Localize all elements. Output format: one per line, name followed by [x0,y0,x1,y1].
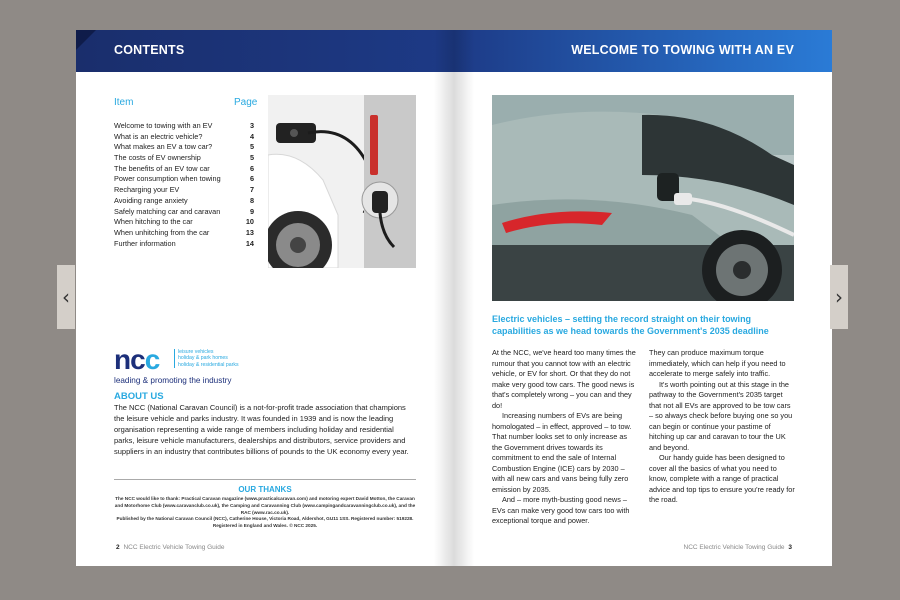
toc-item-label: Safely matching car and caravan [114,206,221,216]
toc-row [114,207,254,218]
toc-row [114,121,254,132]
toc-row [114,174,254,185]
toc-item-label: Avoiding range anxiety [114,195,188,205]
ev-charger-illustration [268,95,416,268]
our-thanks-text [114,496,416,530]
article-paragraph: At the NCC, we've heard too many times the rumour that you cannot tow with an electric vehicle, or EV for short. Or that they do not make very good tow cars. The good news is that's completely wrong – you can and they do! [492,348,636,410]
ncc-tag: holiday & residential parks [178,361,239,368]
ncc-tagline: leading & promoting the industry [114,376,232,385]
toc-page-heading: Page [234,97,258,108]
toc-row [114,153,254,164]
footer-title: NCC Electric Vehicle Towing Guide [123,544,225,551]
toc-item-label: Recharging your EV [114,185,180,195]
chevron-right-icon: › [835,285,843,309]
toc-item-label: The costs of EV ownership [114,153,201,163]
chevron-left-icon: ‹ [62,285,70,309]
ev-car-illustration [492,95,794,301]
ncc-tag: leisure vehicles [178,349,214,355]
table-of-contents [114,121,254,249]
ncc-logo [114,346,294,386]
next-page-button[interactable] [830,265,848,329]
toc-page-number: 5 [249,142,254,152]
toc-page-number: 13 [245,227,254,237]
footer-title: NCC Electric Vehicle Towing Guide [683,544,785,551]
right-page [454,30,832,566]
article-column-2 [649,348,795,506]
page-corner-fold [76,30,96,50]
about-us-text: The NCC (National Caravan Council) is a not-for-profit trade association that champions the leisure vehicle and parks industry. It was founded in 1939 and is now the leading organisation representing a wide range of members including holiday and residential parks, leisure vehicle manufacturers, dealerships and distributors, service providers and suppliers in an industry that contributes billions of pounds to the UK economy every year. [114,403,409,456]
toc-row [114,164,254,175]
toc-page-number: 6 [249,163,254,173]
toc-item-label: When unhitching from the car [114,227,210,237]
article-subheading: Electric vehicles – setting the record straight on their towing capabilities as we head towards the Government's 2035 deadline [492,314,769,336]
toc-item-label: Welcome to towing with an EV [114,121,213,130]
toc-page-number: 6 [249,174,254,184]
article-paragraph: It's worth pointing out at this stage in the pathway to the Government's 2035 target that not all EVs are approved to be tow cars – so always check before buying one so you can begin or continue your pastime of hitching up car and caravan to tour the UK and beyond. [649,379,793,452]
toc-row [114,217,254,228]
left-page-footer [114,544,224,551]
ncc-wordmark [114,346,159,374]
contents-header-band [76,30,454,72]
page-number: 2 [116,544,120,551]
toc-item-label: What is an electric vehicle? [114,131,203,141]
about-us-heading: ABOUT US [114,391,164,402]
ncc-logo-tags [174,349,239,368]
welcome-header-band [454,30,832,72]
brochure-spread [76,30,832,566]
toc-item-label: When hitching to the car [114,217,193,227]
toc-page-number: 7 [249,185,254,195]
toc-page-number: 9 [249,206,254,216]
toc-row [114,228,254,239]
publisher-info: Published by the National Caravan Council (NCC), Catherine House, Victoria Road, Aldershot, GU11 1SS. Registered number: 519228. Registered in England and Wales. © NCC 2025. [116,516,414,529]
ncc-wordmark-part-a: nc [114,344,145,375]
article-column-1 [492,348,638,527]
toc-page-number: 4 [249,131,254,141]
toc-item-label: Further information [114,238,176,248]
page-number: 3 [788,544,792,551]
toc-item-label: The benefits of an EV tow car [114,163,210,173]
ev-charging-photo [268,95,416,268]
toc-page-number: 10 [245,217,254,227]
right-page-footer [684,544,794,551]
thanks-paragraph: The NCC would like to thank: Practical Caravan magazine (www.practicalcaravan.com) and motoring expert David Motton, the Caravan and Motorhome Club (www.caravanclub.co.uk), the Camping and Caravanning Club (www.campingandcaravanningclub.co.uk), and the RAC (www.rac.co.uk). [114,496,416,515]
ncc-wordmark-part-b: c [144,344,160,375]
article-paragraph: They can produce maximum torque immediately, which can help if you need to accelerate to merge safely into traffic. [649,348,786,378]
toc-row [114,185,254,196]
previous-page-button[interactable] [57,265,75,329]
toc-item-heading: Item [114,97,134,108]
left-page [76,30,454,566]
toc-page-number: 5 [249,153,254,163]
toc-row [114,196,254,207]
toc-page-number: 14 [245,238,254,248]
toc-page-number: 3 [249,121,254,130]
toc-row [114,132,254,143]
our-thanks-heading: OUR THANKS [238,485,292,494]
toc-page-number: 8 [249,195,254,205]
ncc-tag: holiday & park homes [178,355,228,362]
toc-item-label: Power consumption when towing [114,174,221,184]
toc-row [114,142,254,153]
contents-title: CONTENTS [114,43,185,57]
toc-item-label: What makes an EV a tow car? [114,142,213,152]
article-paragraph: Our handy guide has been designed to cover all the basics of what you need to know, complete with a range of practical advice and top tips to ensure you're ready for the road. [649,453,795,504]
article-paragraph: Increasing numbers of EVs are being homologated – in effect, approved – to tow. That number looks set to only increase as the Government drives towards its commitment to end the sale of Internal Combustion Engine (ICE) cars by 2030 – with all new cars and vans being fully zero emission by 2035. [492,411,632,494]
ev-car-charging-photo [492,95,794,301]
section-divider [114,479,416,480]
article-paragraph: And – more myth-busting good news – EVs can make very good tow cars too with exceptional torque and power. [492,495,630,525]
toc-row [114,239,254,250]
welcome-title: WELCOME TO TOWING WITH AN EV [571,43,794,57]
